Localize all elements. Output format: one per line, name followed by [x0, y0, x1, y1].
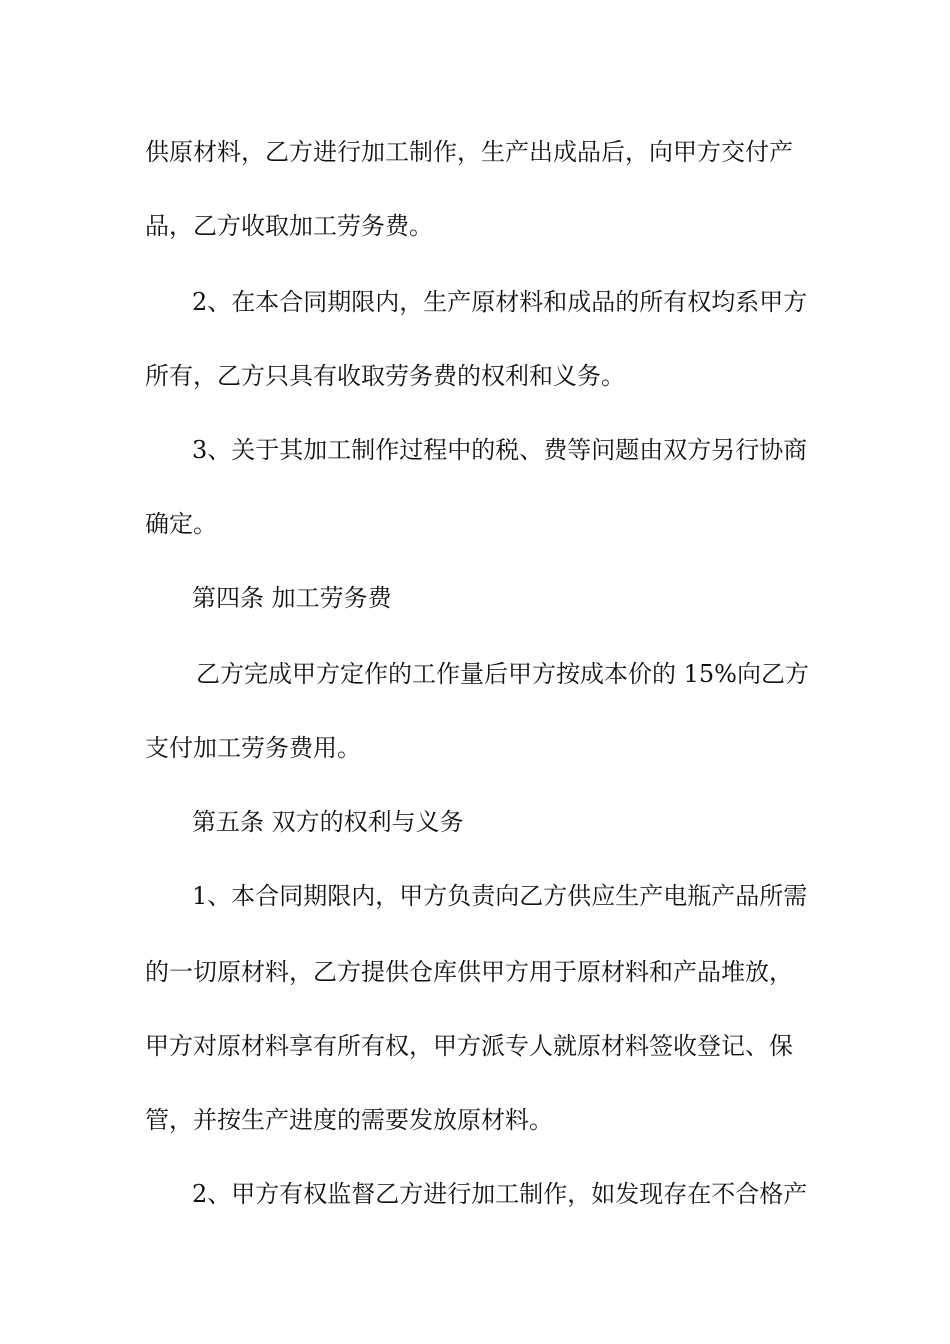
text-line: 1、本合同期限内，甲方负责向乙方供应生产电瓶产品所需 — [192, 882, 808, 910]
text-line: 品，乙方收取加工劳务费。 — [145, 212, 433, 240]
text-line: 2、在本合同期限内，生产原材料和成品的所有权均系甲方 — [192, 288, 808, 316]
text-line: 乙方完成甲方定作的工作量后甲方按成本价的 15%向乙方 — [196, 660, 809, 688]
text-line: 甲方对原材料享有所有权，甲方派专人就原材料签收登记、保 — [145, 1032, 793, 1060]
text-line: 支付加工劳务费用。 — [145, 734, 361, 762]
text-line: 2、甲方有权监督乙方进行加工制作，如发现存在不合格产 — [192, 1180, 808, 1208]
text-line: 的一切原材料，乙方提供仓库供甲方用于原材料和产品堆放， — [145, 958, 793, 986]
text-line: 所有，乙方只具有收取劳务费的权利和义务。 — [145, 362, 625, 390]
section-heading: 第五条 双方的权利与义务 — [192, 808, 464, 836]
text-line: 确定。 — [145, 510, 217, 538]
text-line: 管，并按生产进度的需要发放原材料。 — [145, 1106, 553, 1134]
text-line: 3、关于其加工制作过程中的税、费等问题由双方另行协商 — [192, 436, 808, 464]
text-line: 供原材料，乙方进行加工制作，生产出成品后，向甲方交付产 — [145, 138, 793, 166]
section-heading: 第四条 加工劳务费 — [192, 584, 392, 612]
